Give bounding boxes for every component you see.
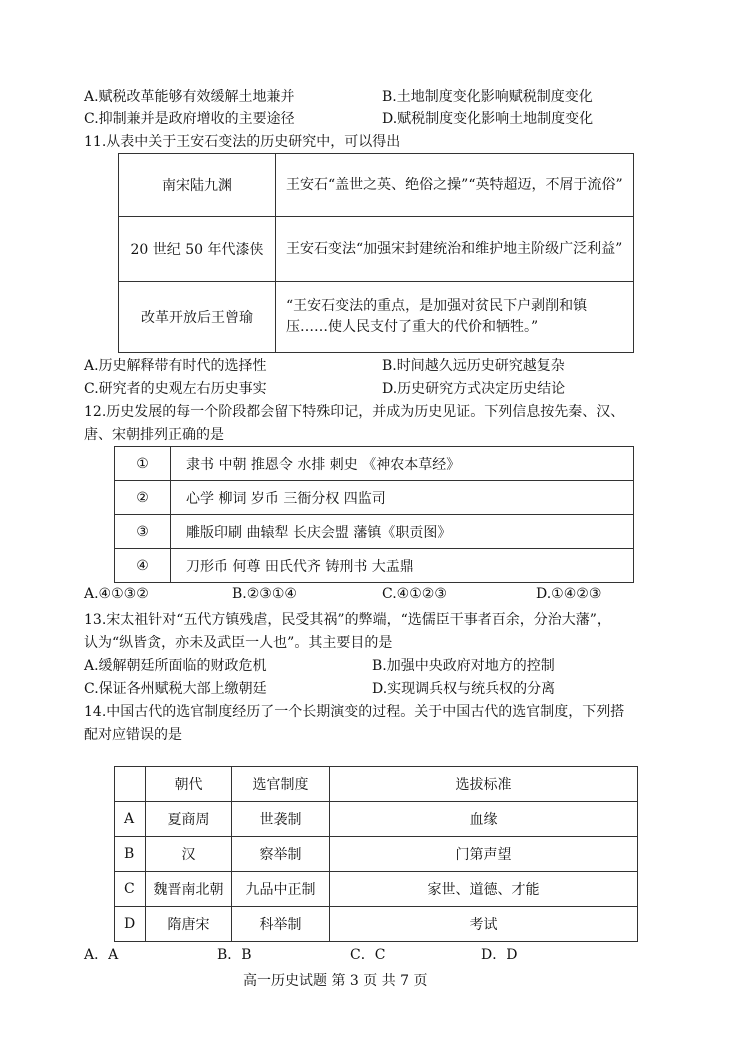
q12-cell-num: ③ [115, 515, 171, 549]
q14-cell: B [115, 837, 146, 872]
q13-option-d: D.实现调兵权与统兵权的分离 [372, 681, 556, 697]
table-row [115, 515, 634, 549]
table-row [115, 837, 638, 872]
q14-option-b: B．B [217, 947, 252, 963]
table-row [115, 802, 638, 837]
q12-stem-line1: 12.历史发展的每一个阶段都会留下特殊印记，并成为历史见证。下列信息按先秦、汉、 [84, 404, 625, 420]
q12-cell-text: 心学 柳词 岁币 三衙分权 四监司 [171, 481, 634, 515]
q12-option-b: B.②③①④ [232, 586, 297, 602]
q10-option-c: C.抑制兼并是政府增收的主要途径 [84, 111, 295, 127]
q14-cell: D [115, 907, 146, 942]
q13-stem-line1: 13.宋太祖针对“五代方镇残虐，民受其祸”的弊端，“选儒臣干事者百余，分治大藩”， [84, 612, 611, 628]
q10-option-a: A.赋税改革能够有效缓解土地兼并 [84, 89, 295, 105]
table-row [119, 217, 634, 282]
q12-cell-text: 刀形币 何尊 田氏代齐 铸刑书 大盂鼎 [171, 549, 634, 583]
q11-option-a: A.历史解释带有时代的选择性 [84, 358, 267, 374]
q14-cell: 魏晋南北朝 [146, 872, 232, 907]
q13-option-c: C.保证各州赋税大部上缴朝廷 [84, 681, 267, 697]
table-row [115, 447, 634, 481]
q11-cell-view: 王安石“盖世之英、绝俗之操”“英特超迈，不屑于流俗” [276, 154, 634, 217]
q11-cell-who: 改革开放后王曾瑜 [119, 282, 276, 353]
q14-cell: C [115, 872, 146, 907]
q12-cell-num: ② [115, 481, 171, 515]
table-row [115, 907, 638, 942]
q11-cell-who: 南宋陆九渊 [119, 154, 276, 217]
q14-cell: 科举制 [232, 907, 330, 942]
page-footer: 高一历史试题 第 3 页 共 7 页 [243, 973, 428, 989]
q12-table [114, 446, 634, 583]
q13-stem-line2: 认为“纵皆贪，亦未及武臣一人也”。其主要目的是 [84, 635, 393, 651]
q11-option-d: D.历史研究方式决定历史结论 [382, 381, 566, 397]
q14-header-cell: 朝代 [146, 767, 232, 802]
q12-option-c: C.④①②③ [382, 586, 447, 602]
q10-option-b: B.土地制度变化影响赋税制度变化 [382, 89, 593, 105]
q14-option-a: A．A [84, 947, 119, 963]
table-row [119, 282, 634, 353]
q12-option-a: A.④①③② [84, 586, 149, 602]
q14-cell: 家世、道德、才能 [330, 872, 638, 907]
q11-cell-view: 王安石变法“加强宋封建统治和维护地主阶级广泛利益” [276, 217, 634, 282]
q11-cell-view: “王安石变法的重点，是加强对贫民下户剥削和镇压……使人民支付了重大的代价和牺牲。” [276, 282, 634, 353]
q11-option-b: B.时间越久远历史研究越复杂 [382, 358, 565, 374]
table-row [115, 549, 634, 583]
q14-cell: 世袭制 [232, 802, 330, 837]
q11-table [118, 153, 634, 353]
q14-cell: 夏商周 [146, 802, 232, 837]
q13-option-b: B.加强中央政府对地方的控制 [372, 658, 555, 674]
table-row [115, 481, 634, 515]
table-row [119, 154, 634, 217]
q14-cell: A [115, 802, 146, 837]
q11-option-c: C.研究者的史观左右历史事实 [84, 381, 267, 397]
q12-cell-text: 雕版印刷 曲辕犁 长庆会盟 藩镇《职贡图》 [171, 515, 634, 549]
q14-cell: 门第声望 [330, 837, 638, 872]
q14-table [114, 766, 638, 942]
q14-option-c: C．C [350, 947, 386, 963]
q14-header-cell [115, 767, 146, 802]
q14-option-d: D．D [481, 947, 518, 963]
q12-stem-line2: 唐、宋朝排列正确的是 [84, 427, 224, 443]
q12-cell-num: ① [115, 447, 171, 481]
q10-option-d: D.赋税制度变化影响土地制度变化 [382, 111, 594, 127]
q14-cell: 考试 [330, 907, 638, 942]
q14-cell: 察举制 [232, 837, 330, 872]
q14-header-cell: 选拔标准 [330, 767, 638, 802]
q14-stem-line1: 14.中国古代的选官制度经历了一个长期演变的过程。关于中国古代的选官制度，下列搭 [84, 704, 625, 720]
q14-cell: 汉 [146, 837, 232, 872]
q11-stem: 11.从表中关于王安石变法的历史研究中，可以得出 [84, 134, 401, 150]
q11-cell-who: 20 世纪 50 年代漆侠 [119, 217, 276, 282]
q14-cell: 隋唐宋 [146, 907, 232, 942]
table-header-row [115, 767, 638, 802]
table-row [115, 872, 638, 907]
q14-header-cell: 选官制度 [232, 767, 330, 802]
q13-option-a: A.缓解朝廷所面临的财政危机 [84, 658, 267, 674]
q12-cell-text: 隶书 中朝 推恩令 水排 刺史 《神农本草经》 [171, 447, 634, 481]
q14-cell: 九品中正制 [232, 872, 330, 907]
q14-stem-line2: 配对应错误的是 [84, 727, 182, 743]
q12-cell-num: ④ [115, 549, 171, 583]
q14-cell: 血缘 [330, 802, 638, 837]
q12-option-d: D.①④②③ [536, 586, 602, 602]
